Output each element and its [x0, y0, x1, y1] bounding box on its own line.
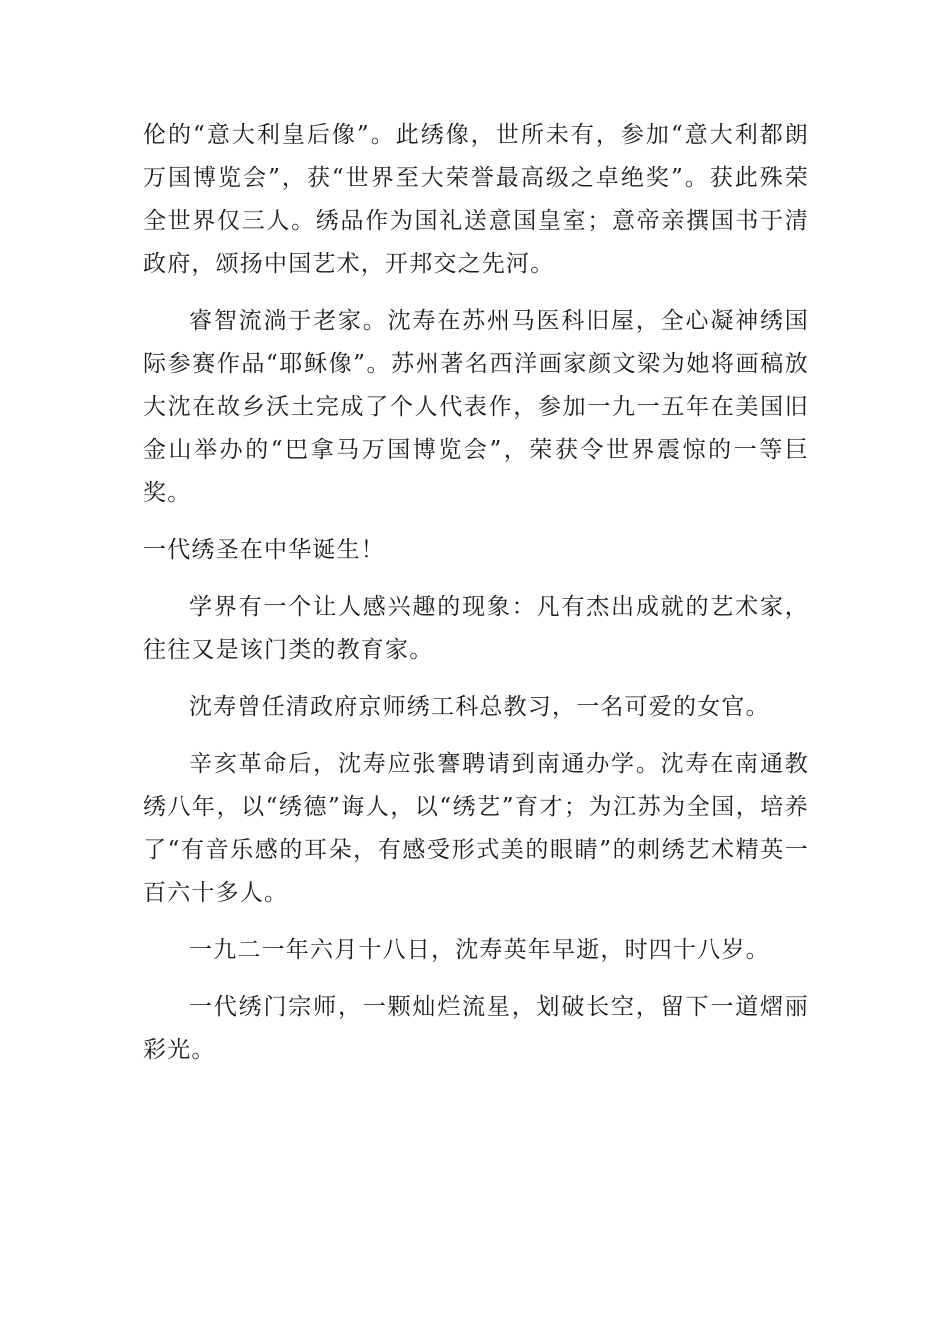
- paragraph-7: 一九二一年六月十八日，沈寿英年早逝，时四十八岁。: [189, 937, 770, 963]
- document-body: [143, 114, 809, 1086]
- paragraph-3: 一代绣圣在中华诞生！: [143, 537, 385, 563]
- paragraph-4: 学界有一个让人感兴趣的现象：凡有杰出成就的艺术家，往往又是该门类的教育家。: [143, 594, 809, 663]
- paragraph-6: 辛亥革命后，沈寿应张謇聘请到南通办学。沈寿在南通教绣八年，以“绣德”诲人，以“绣艺”育才；为江苏为全国，培养了“有音乐感的耳朵，有感受形式美的眼睛”的刺绣艺术精英一百六十多人。: [143, 751, 809, 906]
- paragraph-1: 伦的“意大利皇后像”。此绣像，世所未有，参加“意大利都朗万国博览会”，获“世界至大荣誉最高级之卓绝奖”。获此殊荣全世界仅三人。绣品作为国礼送意国皇室；意帝亲撰国书于清政府，颂扬中国艺术，开邦交之先河。: [143, 122, 809, 277]
- paragraph-2: 睿智流淌于老家。沈寿在苏州马医科旧屋，全心凝神绣国际参赛作品“耶稣像”。苏州著名西洋画家颜文梁为她将画稿放大沈在故乡沃土完成了个人代表作，参加一九一五年在美国旧金山举办的“巴拿马万国博览会”，荣获令世界震惊的一等巨奖。: [143, 308, 809, 506]
- paragraph-5: 沈寿曾任清政府京师绣工科总教习，一名可爱的女官。: [189, 694, 770, 720]
- paragraph-8: 一代绣门宗师，一颗灿烂流星，划破长空，留下一道熠丽彩光。: [143, 994, 809, 1063]
